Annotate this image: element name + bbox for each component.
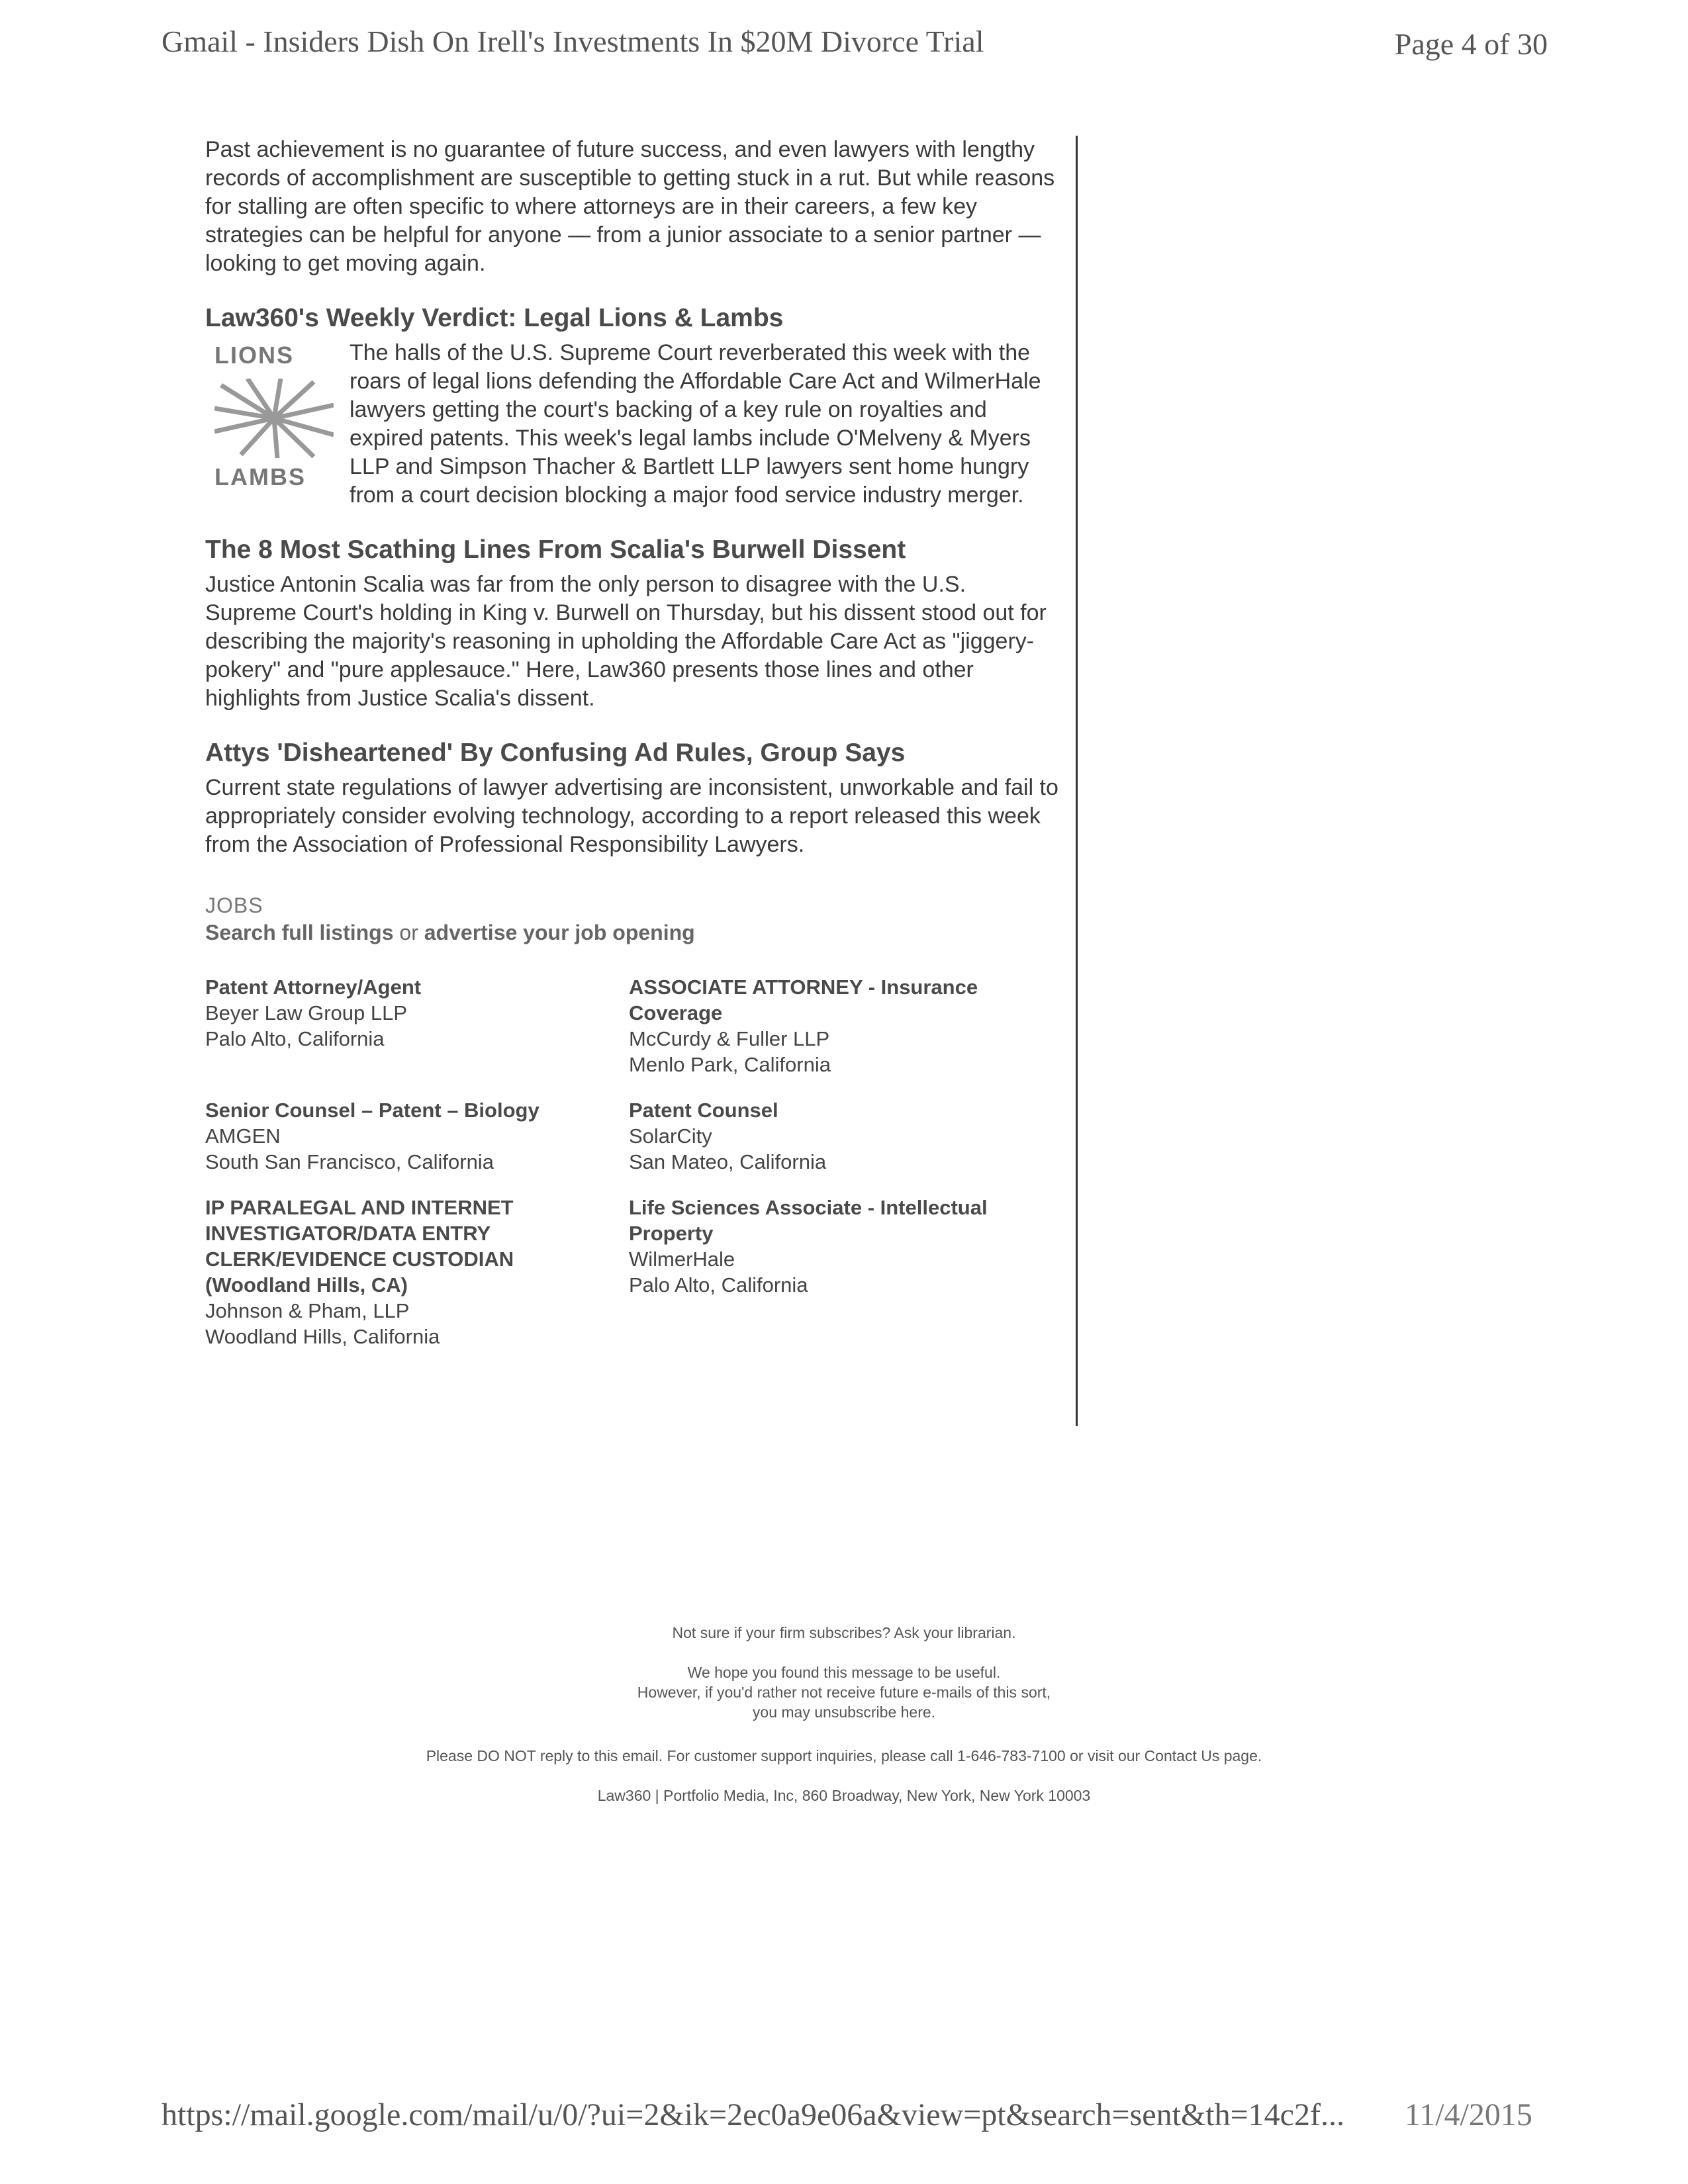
print-footer-date: 11/4/2015	[1405, 2097, 1532, 2132]
article-summary: The halls of the U.S. Supreme Court reverberated this week with the roars of legal lions defending the Affordable Care Act and WilmerHale lawyers getting the court's backing of a key rule on royalties and expired patents. This week's legal lambs include O'Melveny & Myers LLP and Simpson Thacher & Bartlett LLP lawyers sent home hungry from a court decision blocking a major food service industry merger.	[350, 340, 1041, 508]
job-location: Palo Alto, California	[205, 1027, 385, 1050]
job-company: WilmerHale	[629, 1248, 735, 1271]
job-location: San Mateo, California	[629, 1150, 827, 1173]
job-company: AMGEN	[205, 1124, 281, 1148]
article-headline-link[interactable]: Attys 'Disheartened' By Confusing Ad Rules, Group Says	[205, 739, 906, 767]
job-listing	[205, 1097, 629, 1175]
thumb-lambs-text: LAMBS	[214, 463, 306, 490]
job-company: Beyer Law Group LLP	[205, 1001, 408, 1024]
page-header-title: Gmail - Insiders Dish On Irell's Investments In $20M Divorce Trial	[162, 24, 984, 58]
page-number: Page 4 of 30	[1394, 27, 1548, 61]
intro-paragraph: Past achievement is no guarantee of future success, and even lawyers with lengthy records of accomplishment are susceptible to getting stuck in a rut. But while reasons for stalling are often specific to where attorneys are in their careers, a few key strategies can be helpful for anyone — from a junior associate to a senior partner — looking to get moving again.	[205, 137, 1055, 276]
article-scalia-dissent	[205, 535, 1059, 713]
footer-address: Law360 | Portfolio Media, Inc, 860 Broadway, New York, New York 10003	[597, 1787, 1091, 1804]
job-location: Menlo Park, California	[629, 1053, 831, 1076]
unsubscribe-link[interactable]: you may unsubscribe here.	[752, 1704, 936, 1721]
job-title-link[interactable]: Patent Counsel	[629, 1099, 778, 1122]
burst-icon	[214, 379, 334, 458]
footer-hope-line-1: We hope you found this message to be useful.	[687, 1664, 1001, 1681]
advertise-job-link[interactable]: advertise your job opening	[424, 921, 695, 944]
jobs-grid	[205, 974, 1059, 1349]
jobs-subheading	[205, 921, 1059, 945]
newsletter-main-column	[205, 136, 1059, 1349]
article-summary: Justice Antonin Scalia was far from the only person to disagree with the U.S. Supreme Court's holding in King v. Burwell on Thursday, but his dissent stood out for describing the majority's reasoning in upholding the Affordable Care Act as "jiggery-pokery" and "pure applesauce." Here, Law360 presents those lines and other highlights from Justice Scalia's dissent.	[205, 572, 1047, 711]
job-title-link[interactable]: IP PARALEGAL AND INTERNET INVESTIGATOR/DATA ENTRY CLERK/EVIDENCE CUSTODIAN (Woodland Hills, CA)	[205, 1196, 514, 1297]
job-company: SolarCity	[629, 1124, 712, 1148]
job-company: Johnson & Pham, LLP	[205, 1299, 410, 1322]
jobs-sub-or: or	[393, 921, 424, 944]
job-location: Palo Alto, California	[629, 1273, 808, 1297]
job-listing	[205, 1195, 629, 1349]
job-listing	[629, 1195, 1039, 1349]
lions-lambs-thumbnail[interactable]	[205, 341, 338, 500]
job-title-link[interactable]: Patent Attorney/Agent	[205, 976, 422, 999]
job-title-link[interactable]: Senior Counsel – Patent – Biology	[205, 1099, 539, 1122]
search-listings-link[interactable]: Search full listings	[205, 921, 394, 944]
thumb-lions-text: LIONS	[214, 341, 295, 369]
footer-support: Please DO NOT reply to this email. For customer support inquiries, please call 1-646-783-7100 or visit our Contact Us page.	[426, 1747, 1262, 1764]
article-headline-link[interactable]: Law360's Weekly Verdict: Legal Lions & Lambs	[205, 304, 784, 332]
footer-subscribe-note: Not sure if your firm subscribes? Ask your librarian.	[672, 1624, 1016, 1641]
job-location: Woodland Hills, California	[205, 1325, 440, 1348]
jobs-section-label: JOBS	[205, 893, 263, 917]
job-listing	[205, 974, 629, 1077]
job-company: McCurdy & Fuller LLP	[629, 1027, 830, 1050]
article-weekly-verdict	[205, 303, 1059, 510]
job-location: South San Francisco, California	[205, 1150, 494, 1173]
job-listing	[629, 974, 1039, 1077]
job-title-link[interactable]: Life Sciences Associate - Intellectual Property	[629, 1196, 988, 1245]
article-summary: Current state regulations of lawyer advertising are inconsistent, unworkable and fail to appropriately consider evolving technology, according to a report released this week from the Association of Professional Responsibility Lawyers.	[205, 775, 1058, 857]
print-footer-url: https://mail.google.com/mail/u/0/?ui=2&ik=2ec0a9e06a&view=pt&search=sent&th=14c2f...	[162, 2097, 1344, 2132]
article-ad-rules	[205, 738, 1059, 859]
job-title-link[interactable]: ASSOCIATE ATTORNEY - Insurance Coverage	[629, 976, 978, 1024]
column-divider	[1076, 136, 1078, 1426]
article-headline-link[interactable]: The 8 Most Scathing Lines From Scalia's Burwell Dissent	[205, 535, 906, 564]
footer-hope-line-2: However, if you'd rather not receive future e-mails of this sort,	[637, 1684, 1051, 1701]
job-listing	[629, 1097, 1039, 1175]
